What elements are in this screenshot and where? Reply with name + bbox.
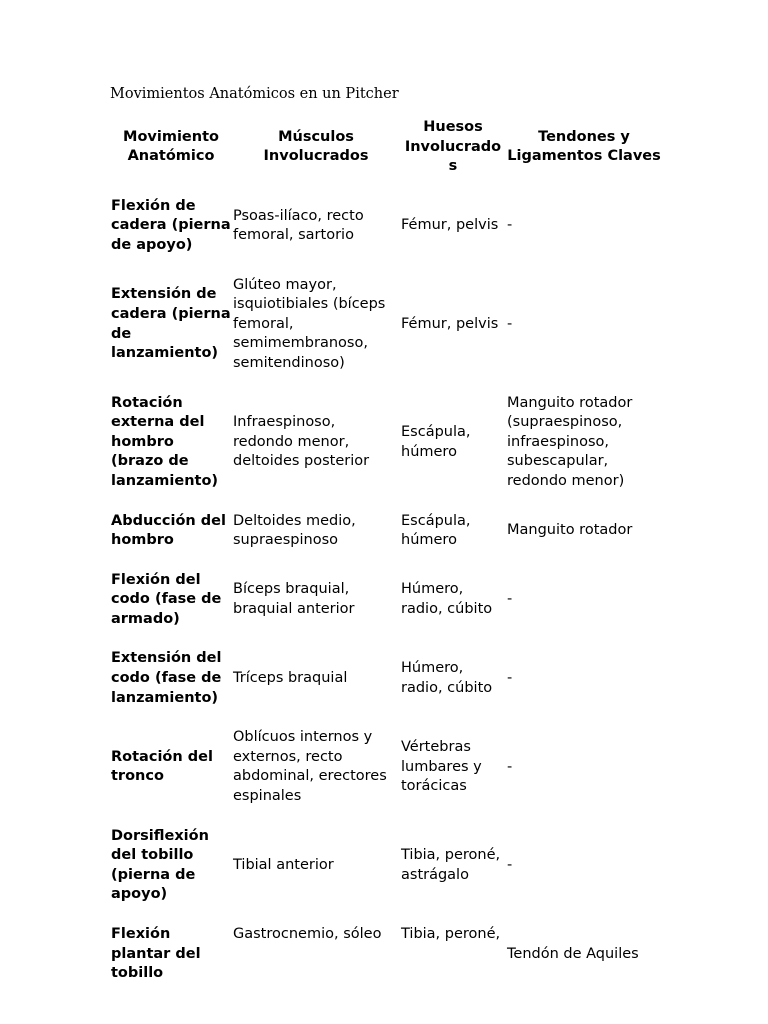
cell-movimiento: Extensión de cadera (pierna de lanzamiento) xyxy=(111,286,231,362)
cell-tendones: - xyxy=(507,217,513,234)
table-row xyxy=(109,571,661,650)
cell-musculos: Oblícuos internos y externos, recto abdominal, erectores espinales xyxy=(233,729,387,805)
cell-huesos: Húmero, radio, cúbito xyxy=(401,581,493,618)
cell-movimiento: Flexión plantar del tobillo xyxy=(111,926,201,982)
header-musculos: Músculos Involucrados xyxy=(263,128,369,165)
cell-tendones: - xyxy=(507,591,513,608)
cell-movimiento: Dorsiflexión del tobillo (pierna de apoyo) xyxy=(111,827,209,903)
cell-movimiento: Flexión del codo (fase de armado) xyxy=(111,571,222,627)
cell-huesos: Húmero, radio, cúbito xyxy=(401,660,493,696)
cell-movimiento: Extensión del codo (fase de lanzamiento) xyxy=(111,650,222,706)
cell-tendones: - xyxy=(507,315,513,332)
cell-musculos: Glúteo mayor, isquiotibiales (bíceps femoral, semimembranoso, semitendinoso) xyxy=(233,276,386,371)
cell-musculos: Deltoides medio, supraespinoso xyxy=(233,512,356,549)
cell-huesos: Tibia, peroné, xyxy=(401,926,501,942)
cell-tendones: Manguito rotador xyxy=(507,522,633,539)
table-row xyxy=(109,827,661,925)
cell-movimiento: Rotación externa del hombro (brazo de lanzamiento) xyxy=(111,394,219,489)
cell-musculos: Infraespinoso, redondo menor, deltoides posterior xyxy=(233,414,370,470)
cell-huesos: Escápula, húmero xyxy=(401,512,471,549)
cell-movimiento: Rotación del tronco xyxy=(111,748,213,785)
cell-movimiento: Abducción del hombro xyxy=(111,512,226,549)
header-huesos: Huesos Involucrados xyxy=(404,119,502,175)
table-row xyxy=(109,197,661,276)
cell-tendones: - xyxy=(507,758,513,775)
cell-huesos: Tibia, peroné, astrágalo xyxy=(401,847,501,883)
table-row xyxy=(109,394,661,512)
cell-musculos: Tibial anterior xyxy=(233,857,334,874)
table-header-row xyxy=(109,116,661,197)
cell-huesos: Vértebras lumbares y torácicas xyxy=(401,739,482,795)
cell-musculos: Gastrocnemio, sóleo xyxy=(233,926,382,942)
cell-movimiento: Flexión de cadera (pierna de apoyo) xyxy=(111,197,231,253)
table-row xyxy=(109,276,661,394)
table-row xyxy=(109,649,661,728)
header-tendones: Tendones y Ligamentos Claves xyxy=(507,128,661,165)
cell-huesos: Escápula, húmero xyxy=(401,423,471,460)
cell-huesos: Fémur, pelvis xyxy=(401,217,499,234)
cell-musculos: Psoas-ilíaco, recto femoral, sartorio xyxy=(233,207,364,244)
table-row xyxy=(109,512,661,571)
table-row xyxy=(109,728,661,826)
cell-tendones: - xyxy=(507,857,513,874)
table-row xyxy=(109,925,661,1004)
document-title: Movimientos Anatómicos en un Pitcher xyxy=(110,86,399,102)
anatomy-table xyxy=(109,116,661,1004)
header-movimiento: Movimiento Anatómico xyxy=(123,128,219,165)
cell-huesos: Fémur, pelvis xyxy=(401,315,499,332)
cell-musculos: Tríceps braquial xyxy=(233,670,348,687)
cell-musculos: Bíceps braquial, braquial anterior xyxy=(233,581,355,618)
cell-tendones: Manguito rotador (supraespinoso, infraespinoso, subescapular, redondo menor) xyxy=(507,394,633,489)
cell-tendones: Tendón de Aquiles xyxy=(507,945,639,962)
cell-tendones: - xyxy=(507,670,513,687)
